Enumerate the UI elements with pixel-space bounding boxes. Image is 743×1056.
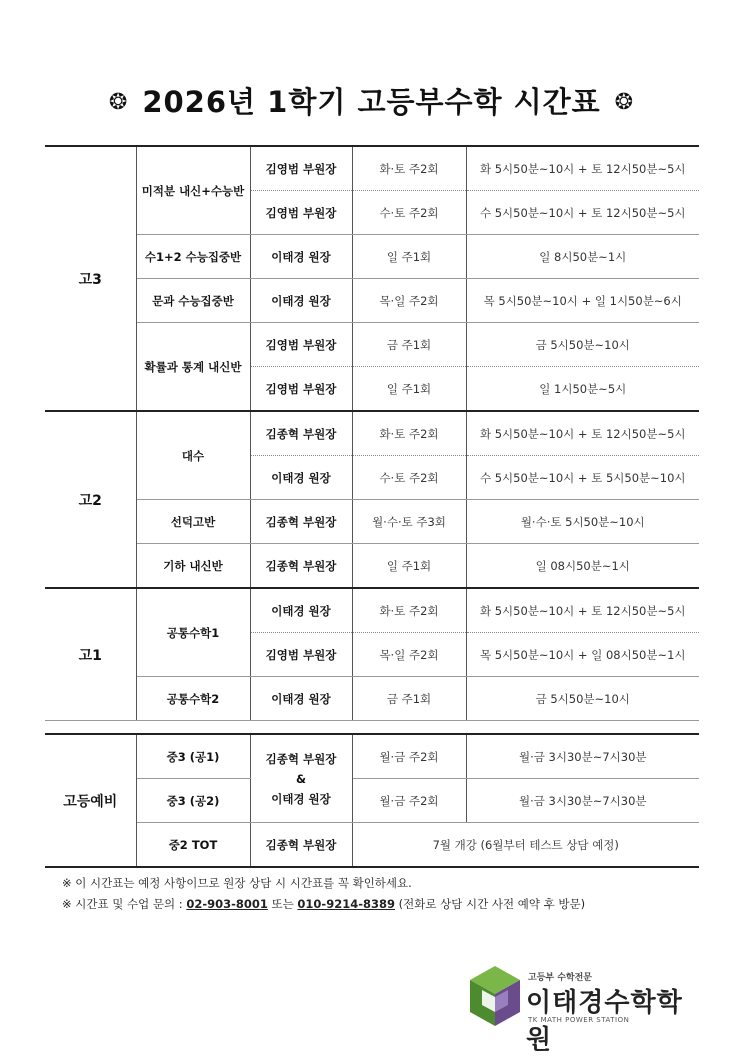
table-row <box>45 323 699 367</box>
page-title <box>0 80 743 121</box>
table-row <box>45 544 699 589</box>
table-row <box>45 235 699 279</box>
teacher-name: 이태경 원장 <box>271 791 331 806</box>
days-cell: 수·토 주2회 <box>352 456 466 500</box>
days-cell: 화·토 주2회 <box>352 411 466 456</box>
days-cell: 목·일 주2회 <box>352 279 466 323</box>
days-cell: 월·금 주2회 <box>352 734 466 779</box>
teacher-cell: 김영범 부원장 <box>250 191 352 235</box>
class-name: 선덕고반 <box>136 500 250 544</box>
time-cell: 월·금 3시30분~7시30분 <box>466 734 699 779</box>
phone-number-1: 02-903-8001 <box>186 897 268 911</box>
class-name: 확률과 통계 내신반 <box>136 323 250 412</box>
time-cell: 월·금 3시30분~7시30분 <box>466 779 699 823</box>
teacher-cell: 김영범 부원장 <box>250 323 352 367</box>
class-name: 공통수학1 <box>136 588 250 677</box>
teacher-cell: 김종혁 부원장 <box>250 411 352 456</box>
phone-number-2: 010-9214-8389 <box>297 897 395 911</box>
time-cell: 금 5시50분~10시 <box>466 323 699 367</box>
gear-icon: ❂ <box>614 90 635 115</box>
time-cell: 화 5시50분~10시 + 토 12시50분~5시 <box>466 146 699 191</box>
class-name: 중2 TOT <box>136 823 250 868</box>
gap-cell <box>45 721 699 735</box>
timetable <box>45 145 699 868</box>
time-cell: 목 5시50분~10시 + 일 1시50분~6시 <box>466 279 699 323</box>
class-name: 중3 (공1) <box>136 734 250 779</box>
days-cell: 수·토 주2회 <box>352 191 466 235</box>
class-name: 수1+2 수능집중반 <box>136 235 250 279</box>
teacher-cell: 이태경 원장 <box>250 456 352 500</box>
ampersand: & <box>295 771 307 786</box>
class-name: 대수 <box>136 411 250 500</box>
logo-subtitle: 고등부 수학전문 <box>528 973 592 983</box>
time-cell: 화 5시50분~10시 + 토 12시50분~5시 <box>466 588 699 633</box>
logo-english: TK MATH POWER STATION <box>528 1016 630 1024</box>
teacher-cell <box>250 734 352 823</box>
teacher-cell: 김영범 부원장 <box>250 146 352 191</box>
days-cell: 월·금 주2회 <box>352 779 466 823</box>
time-cell: 화 5시50분~10시 + 토 12시50분~5시 <box>466 411 699 456</box>
table-row <box>45 779 699 823</box>
teacher-cell: 이태경 원장 <box>250 677 352 721</box>
table-row <box>45 734 699 779</box>
days-cell: 목·일 주2회 <box>352 633 466 677</box>
note-line-1: ※ 이 시간표는 예정 사항이므로 원장 상담 시 시간표를 꼭 확인하세요. <box>62 876 412 890</box>
table-row <box>45 146 699 191</box>
logo-cube-icon <box>468 964 522 1028</box>
class-name: 공통수학2 <box>136 677 250 721</box>
table-row <box>45 411 699 456</box>
teacher-cell: 이태경 원장 <box>250 279 352 323</box>
academy-logo <box>468 964 708 1055</box>
days-cell: 화·토 주2회 <box>352 146 466 191</box>
note-cell: 7월 개강 (6월부터 테스트 상담 예정) <box>352 823 699 868</box>
teacher-cell: 김영범 부원장 <box>250 367 352 412</box>
table-row <box>45 500 699 544</box>
teacher-name: 김종혁 부원장 <box>265 751 337 766</box>
table-row <box>45 823 699 868</box>
table-row <box>45 279 699 323</box>
days-cell: 금 주1회 <box>352 677 466 721</box>
days-cell: 일 주1회 <box>352 235 466 279</box>
time-cell: 금 5시50분~10시 <box>466 677 699 721</box>
time-cell: 월·수·토 5시50분~10시 <box>466 500 699 544</box>
teacher-cell: 김종혁 부원장 <box>250 823 352 868</box>
time-cell: 수 5시50분~10시 + 토 12시50분~5시 <box>466 191 699 235</box>
gear-icon: ❂ <box>108 90 129 115</box>
note-prefix: ※ 시간표 및 수업 문의 : <box>62 897 187 911</box>
class-name: 문과 수능집중반 <box>136 279 250 323</box>
notes <box>62 873 585 915</box>
teacher-cell: 이태경 원장 <box>250 235 352 279</box>
teacher-cell: 김종혁 부원장 <box>250 544 352 589</box>
grade-label: 고3 <box>45 146 136 411</box>
time-cell: 일 1시50분~5시 <box>466 367 699 412</box>
time-cell: 수 5시50분~10시 + 토 5시50분~10시 <box>466 456 699 500</box>
logo-name: 이태경수학학원 <box>526 988 683 1055</box>
time-cell: 일 8시50분~1시 <box>466 235 699 279</box>
table-row <box>45 588 699 633</box>
class-name: 기하 내신반 <box>136 544 250 589</box>
note-suffix: (전화로 상담 시간 사전 예약 후 방문) <box>395 897 586 911</box>
note-line-2 <box>62 894 585 915</box>
grade-label: 고1 <box>45 588 136 721</box>
days-cell: 월·수·토 주3회 <box>352 500 466 544</box>
time-cell: 일 08시50분~1시 <box>466 544 699 589</box>
days-cell: 일 주1회 <box>352 367 466 412</box>
days-cell: 일 주1회 <box>352 544 466 589</box>
table-row <box>45 677 699 721</box>
section-gap <box>45 721 699 735</box>
grade-label: 고등예비 <box>45 734 136 867</box>
class-name: 미적분 내신+수능반 <box>136 146 250 235</box>
teacher-cell: 김영범 부원장 <box>250 633 352 677</box>
note-mid: 또는 <box>267 897 298 911</box>
time-cell: 목 5시50분~10시 + 일 08시50분~1시 <box>466 633 699 677</box>
teacher-cell: 이태경 원장 <box>250 588 352 633</box>
class-name: 중3 (공2) <box>136 779 250 823</box>
days-cell: 화·토 주2회 <box>352 588 466 633</box>
grade-label: 고2 <box>45 411 136 588</box>
days-cell: 금 주1회 <box>352 323 466 367</box>
teacher-cell: 김종혁 부원장 <box>250 500 352 544</box>
title-text: 2026년 1학기 고등부수학 시간표 <box>142 85 601 119</box>
